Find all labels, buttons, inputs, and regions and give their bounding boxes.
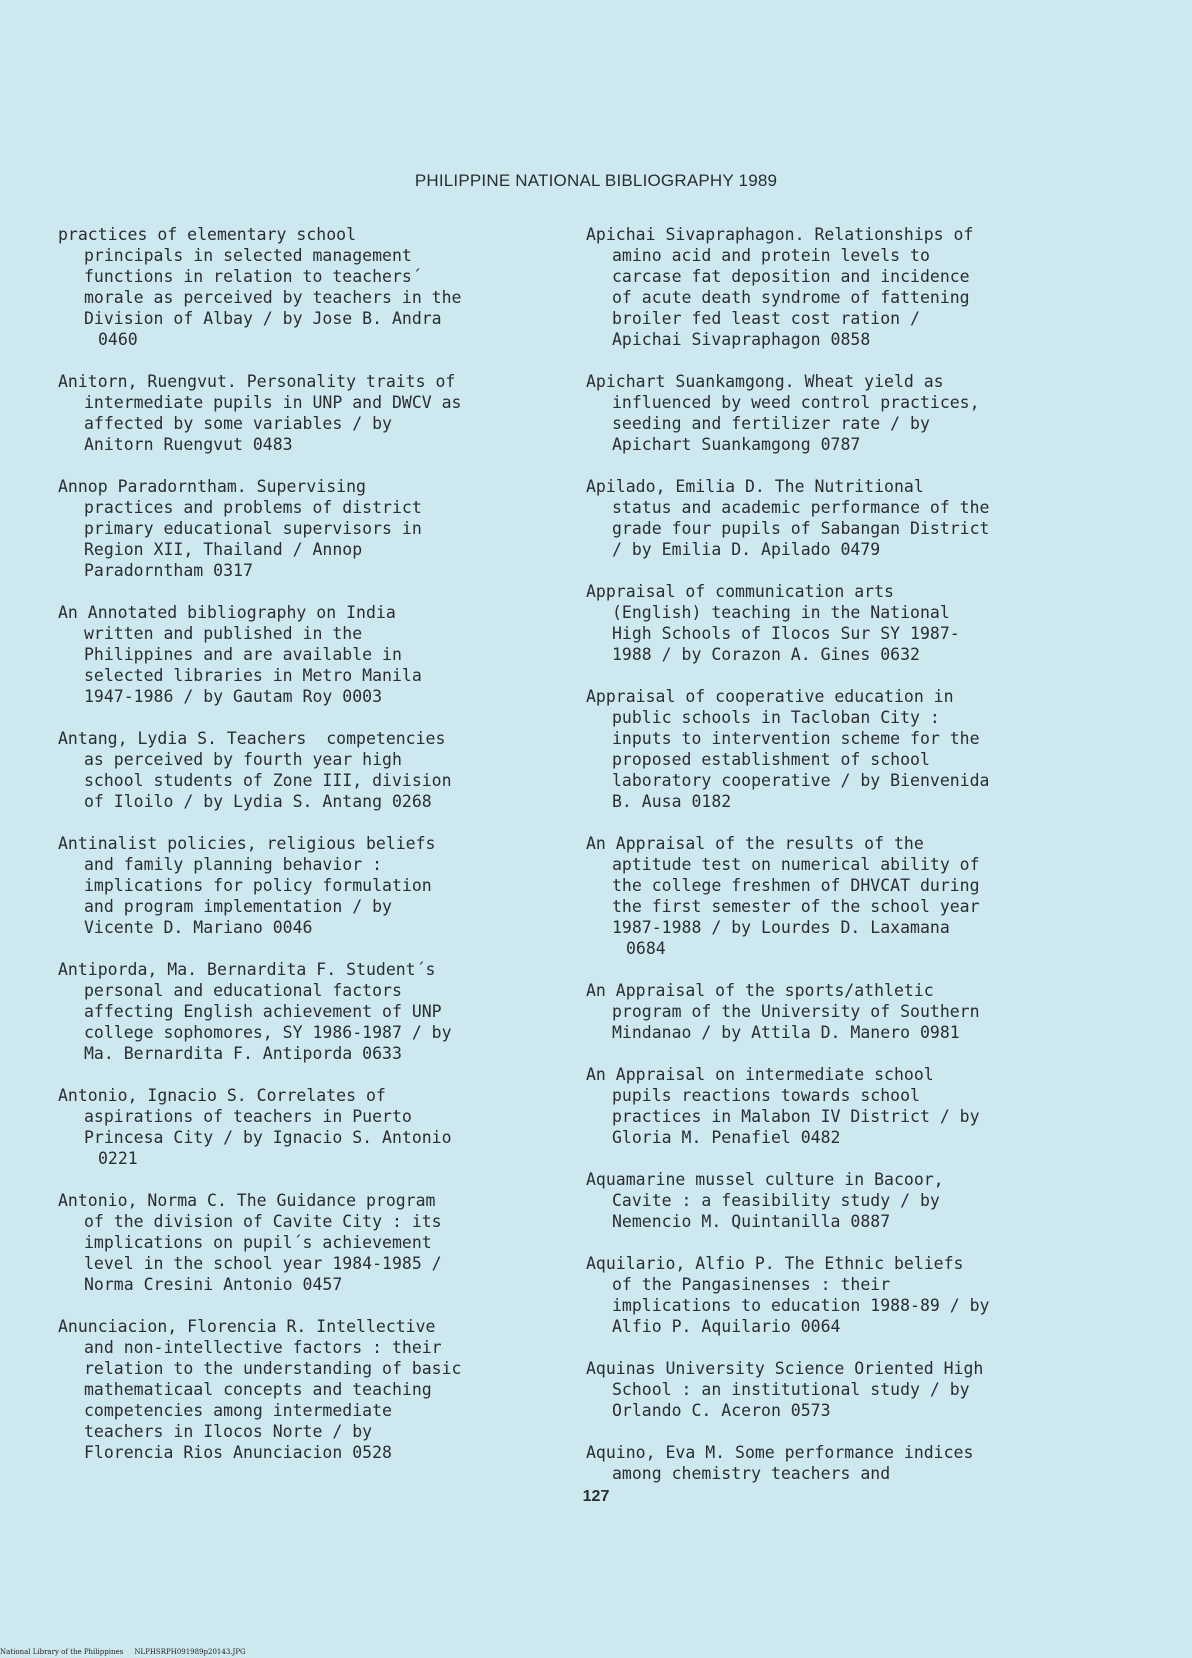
bibliography-entry	[586, 980, 1096, 1043]
entry-line: principals in selected management	[84, 246, 412, 265]
bibliography-entry	[586, 1064, 1096, 1148]
entry-line: Region XII, Thailand / Annop	[84, 540, 363, 559]
bibliography-entry	[586, 1358, 1096, 1421]
entry-line: primary educational supervisors in	[84, 519, 422, 538]
entry-line: among chemistry teachers and	[612, 1464, 891, 1483]
entry-line: 0684	[626, 939, 666, 958]
entry-line: 0221	[98, 1149, 138, 1168]
entry-line: Cavite : a feasibility study / by	[612, 1191, 940, 1210]
entry-line: personal and educational factors	[84, 981, 402, 1000]
bibliography-entry	[586, 1253, 1096, 1337]
bibliography-entry	[58, 1190, 558, 1295]
bibliography-entry	[58, 224, 558, 350]
entry-line: status and academic performance of the	[612, 498, 990, 517]
entry-line: Nemencio M. Quintanilla 0887	[612, 1212, 891, 1231]
entry-line: practices in Malabon IV District / by	[612, 1107, 980, 1126]
entry-line: Antang, Lydia S. Teachers competencies	[58, 729, 446, 748]
entry-line: Gloria M. Penafiel 0482	[612, 1128, 841, 1147]
entry-line: level in the school year 1984-1985 /	[84, 1254, 442, 1273]
bibliography-entry	[586, 833, 1096, 959]
entry-line: Aquinas University Science Oriented High	[586, 1359, 984, 1378]
bibliography-entry	[58, 371, 558, 455]
entry-line: Antonio, Norma C. The Guidance program	[58, 1191, 436, 1210]
right-column	[586, 224, 1096, 1505]
entry-line: Mindanao / by Attila D. Manero 0981	[612, 1023, 960, 1042]
bibliography-entry	[58, 1085, 558, 1169]
entry-line: and family planning behavior :	[84, 855, 383, 874]
page-header: PHILIPPINE NATIONAL BIBLIOGRAPHY 1989	[414, 171, 778, 190]
entry-line: relation to the understanding of basic	[84, 1359, 462, 1378]
bibliography-entry	[58, 476, 558, 581]
entry-line: of the division of Cavite City : its	[84, 1212, 442, 1231]
bibliography-entry	[586, 1442, 1096, 1484]
entry-line: and program implementation / by	[84, 897, 392, 916]
entry-line: Apichart Suankamgong 0787	[612, 435, 861, 454]
entry-line: proposed establishment of school	[612, 750, 930, 769]
entry-line: Ma. Bernardita F. Antiporda 0633	[84, 1044, 402, 1063]
entry-line: as perceived by fourth year high	[84, 750, 402, 769]
entry-line: affecting English achievement of UNP	[84, 1002, 442, 1021]
entry-line: (English) teaching in the National	[612, 603, 950, 622]
entry-line: Norma Cresini Antonio 0457	[84, 1275, 343, 1294]
entry-line: Orlando C. Aceron 0573	[612, 1401, 831, 1420]
entry-line: public schools in Tacloban City :	[612, 708, 940, 727]
entry-line: written and published in the	[84, 624, 363, 643]
entry-line: School : an institutional study / by	[612, 1380, 970, 1399]
entry-line: Apichai Sivapraphagon 0858	[612, 330, 871, 349]
entry-line: morale as perceived by teachers in the	[84, 288, 462, 307]
entry-line: Aquamarine mussel culture in Bacoor,	[586, 1170, 944, 1189]
entry-line: High Schools of Ilocos Sur SY 1987-	[612, 624, 960, 643]
entry-line: / by Emilia D. Apilado 0479	[612, 540, 881, 559]
entry-line: Anitorn Ruengvut 0483	[84, 435, 293, 454]
entry-line: An Appraisal on intermediate school	[586, 1065, 934, 1084]
entry-line: Paradorntham 0317	[84, 561, 253, 580]
entry-line: functions in relation to teachers´	[84, 267, 422, 286]
entry-line: Apilado, Emilia D. The Nutritional	[586, 477, 924, 496]
entry-line: of acute death syndrome of fattening	[612, 288, 970, 307]
entry-line: Anitorn, Ruengvut. Personality traits of	[58, 372, 456, 391]
entry-line: broiler fed least cost ration /	[612, 309, 920, 328]
entry-line: Philippines and are available in	[84, 645, 402, 664]
entry-line: implications on pupil´s achievement	[84, 1233, 432, 1252]
entry-line: Vicente D. Mariano 0046	[84, 918, 313, 937]
entry-line: selected libraries in Metro Manila	[84, 666, 422, 685]
entry-line: pupils reactions towards school	[612, 1086, 920, 1105]
entry-line: An Annotated bibliography on India	[58, 603, 396, 622]
entry-line: mathematicaal concepts and teaching	[84, 1380, 432, 1399]
entry-line: carcase fat deposition and incidence	[612, 267, 970, 286]
entry-line: practices of elementary school	[58, 225, 357, 244]
entry-line: of the Pangasinenses : their	[612, 1275, 891, 1294]
bibliography-entry	[58, 728, 558, 812]
bibliography-entry	[586, 1169, 1096, 1232]
entry-line: program of the University of Southern	[612, 1002, 980, 1021]
entry-line: competencies among intermediate	[84, 1401, 392, 1420]
bibliography-entry	[586, 371, 1096, 455]
bibliography-entry	[586, 224, 1096, 350]
entry-line: Appraisal of cooperative education in	[586, 687, 954, 706]
entry-line: implications for policy formulation	[84, 876, 432, 895]
entry-line: 1988 / by Corazon A. Gines 0632	[612, 645, 920, 664]
bibliography-entry	[58, 1316, 558, 1463]
entry-line: affected by some variables / by	[84, 414, 392, 433]
entry-line: Aquino, Eva M. Some performance indices	[586, 1443, 974, 1462]
entry-line: Apichart Suankamgong. Wheat yield as	[586, 372, 944, 391]
bibliography-entry	[586, 686, 1096, 812]
entry-line: Apichai Sivapraphagon. Relationships of	[586, 225, 974, 244]
entry-line: 1947-1986 / by Gautam Roy 0003	[84, 687, 383, 706]
entry-line: of Iloilo / by Lydia S. Antang 0268	[84, 792, 432, 811]
entry-line: Appraisal of communication arts	[586, 582, 894, 601]
entry-line: Aquilario, Alfio P. The Ethnic beliefs	[586, 1254, 964, 1273]
entry-line: 0460	[98, 330, 138, 349]
entry-line: influenced by weed control practices,	[612, 393, 980, 412]
bibliography-entry	[586, 581, 1096, 665]
entry-line: and non-intellective factors : their	[84, 1338, 442, 1357]
entry-line: the college freshmen of DHVCAT during	[612, 876, 980, 895]
bibliography-entry	[586, 476, 1096, 560]
entry-line: B. Ausa 0182	[612, 792, 732, 811]
entry-line: college sophomores, SY 1986-1987 / by	[84, 1023, 452, 1042]
bibliography-entry	[58, 602, 558, 707]
bibliography-entry	[58, 959, 558, 1064]
left-column	[58, 224, 558, 1484]
entry-line: Alfio P. Aquilario 0064	[612, 1317, 841, 1336]
entry-line: Anunciacion, Florencia R. Intellective	[58, 1317, 436, 1336]
entry-line: teachers in Ilocos Norte / by	[84, 1422, 373, 1441]
entry-line: Annop Paradorntham. Supervising	[58, 477, 366, 496]
entry-line: An Appraisal of the sports/athletic	[586, 981, 934, 1000]
entry-line: aspirations of teachers in Puerto	[84, 1107, 412, 1126]
footer-caption: National Library of the Philippines NLPHSRPH091989p20143.JPG	[0, 1648, 246, 1656]
entry-line: Florencia Rios Anunciacion 0528	[84, 1443, 392, 1462]
entry-line: practices and problems of district	[84, 498, 422, 517]
entry-line: implications to education 1988-89 / by	[612, 1296, 990, 1315]
entry-line: aptitude test on numerical ability of	[612, 855, 980, 874]
entry-line: An Appraisal of the results of the	[586, 834, 924, 853]
entry-line: school students of Zone III, division	[84, 771, 452, 790]
entry-line: laboratory cooperative / by Bienvenida	[612, 771, 990, 790]
bibliography-entry	[58, 833, 558, 938]
entry-line: intermediate pupils in UNP and DWCV as	[84, 393, 462, 412]
entry-line: Antiporda, Ma. Bernardita F. Student´s	[58, 960, 436, 979]
entry-line: amino acid and protein levels to	[612, 246, 930, 265]
entry-line: Antinalist policies, religious beliefs	[58, 834, 436, 853]
entry-line: Division of Albay / by Jose B. Andra	[84, 309, 442, 328]
page-number: 127	[582, 1488, 610, 1505]
entry-line: Antonio, Ignacio S. Correlates of	[58, 1086, 386, 1105]
entry-line: the first semester of the school year	[612, 897, 980, 916]
entry-line: 1987-1988 / by Lourdes D. Laxamana	[612, 918, 950, 937]
entry-line: grade four pupils of Sabangan District	[612, 519, 990, 538]
entry-line: seeding and fertilizer rate / by	[612, 414, 930, 433]
entry-line: Princesa City / by Ignacio S. Antonio	[84, 1128, 452, 1147]
entry-line: inputs to intervention scheme for the	[612, 729, 980, 748]
